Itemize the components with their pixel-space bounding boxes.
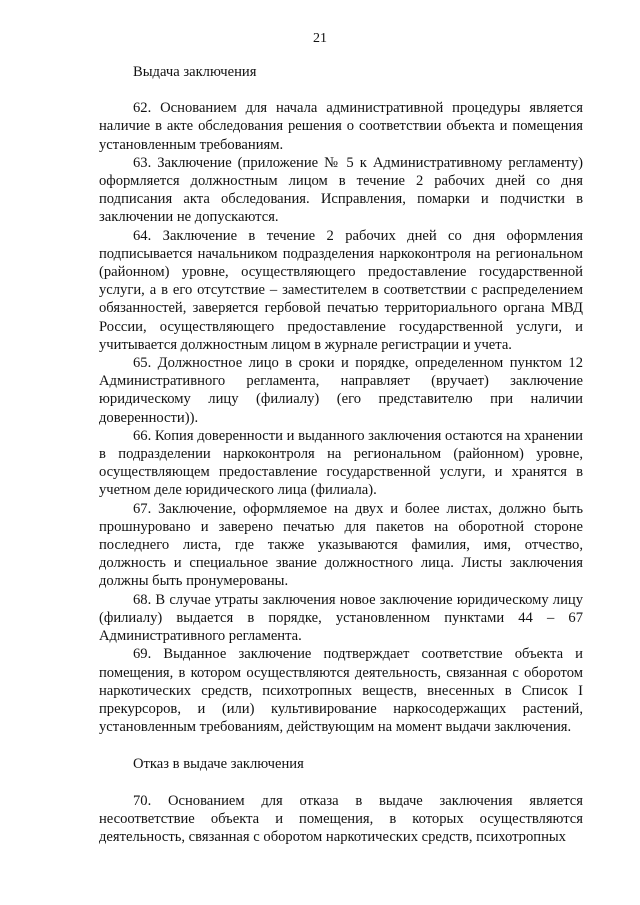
paragraph-69: 69. Выданное заключение подтверждает соответствие объекта и помещения, в котором осуществляются деятельность, связанная с оборотом наркотических средств, психотропных веществ, внесенных в Список I прекурсоров, и (или) культивирование наркосодержащих растений, установленным требованиям, действующим на момент выдачи заключения. (99, 646, 583, 736)
paragraph-70: 70. Основанием для отказа в выдаче заключения является несоответствие объекта и помещения, в которых осуществляются деятельность, связанная с оборотом наркотических средств, психотропных (99, 792, 583, 845)
paragraph-66: 66. Копия доверенности и выданного заключения остаются на хранении в подразделении наркоконтроля на региональном (районном) уровне, осуществляющем предоставление государственной услуги, и хранятся в учетном деле юридического лица (филиала). (99, 427, 583, 499)
paragraph-68: 68. В случае утраты заключения новое заключение юридическому лицу (филиалу) выдается в порядке, установленном пунктами 44 – 67 Административного регламента. (99, 591, 583, 645)
paragraph-67: 67. Заключение, оформляемое на двух и более листах, должно быть прошнуровано и заверено печатью для пакетов на оборотной стороне последнего листа, где также указываются фамилия, имя, отчество, должность и специальное звание должностного лица. Листы заключения должны быть пронумерованы. (99, 500, 583, 590)
paragraph-62: 62. Основанием для начала административной процедуры является наличие в акте обследования решения о соответствии объекта и помещения установленным требованиям. (99, 100, 583, 153)
page-number: 21 (313, 31, 327, 46)
section-heading-issue: Выдача заключения (133, 64, 257, 80)
paragraph-64: 64. Заключение в течение 2 рабочих дней со дня оформления подписывается начальником подразделения наркоконтроля на региональном (районном) уровне, осуществляющего предоставление государственной услуги, а в его отсутствие – заместителем в соответствии с распределением обязанностей, заверяется гербовой печатью территориального органа МВД России, осуществляющего предоставление государственной услуги, и учитывается должностным лицом в журнале регистрации и учета. (99, 227, 583, 353)
paragraph-65: 65. Должностное лицо в сроки и порядке, определенном пунктом 12 Административного регламента, направляет (вручает) заключение юридическому лицу (филиалу) (его представителю при наличии доверенности)). (99, 355, 583, 426)
document-body (99, 63, 583, 846)
section-heading-refusal: Отказ в выдаче заключения (133, 756, 304, 773)
paragraph-63: 63. Заключение (приложение № 5 к Административному регламенту) оформляется должностным лицом в течение 2 рабочих дней со дня подписания акта обследования. Исправления, помарки и подчистки в заключении не допускаются. (99, 154, 583, 226)
